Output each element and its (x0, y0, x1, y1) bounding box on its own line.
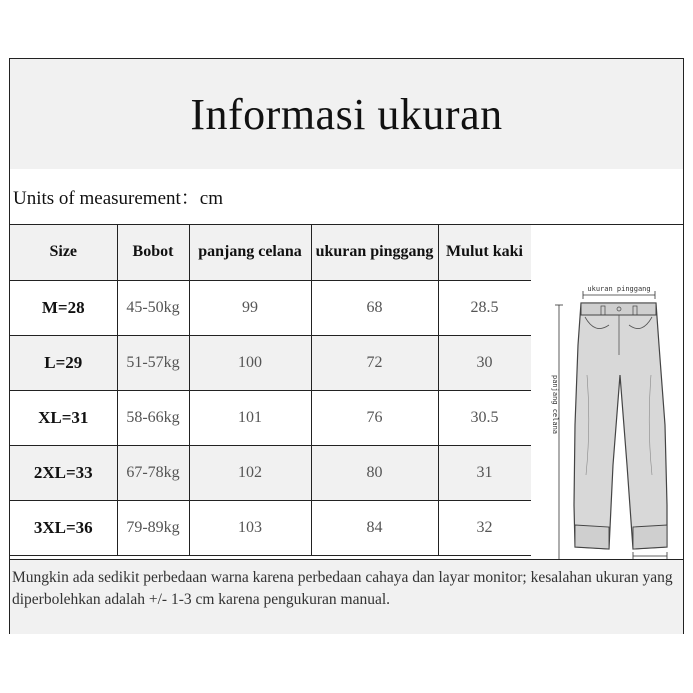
waist-cell: 84 (311, 500, 438, 555)
table-row (10, 280, 531, 335)
weight-cell: 67-78kg (117, 445, 189, 500)
size-cell: L=29 (10, 335, 117, 390)
table-row (10, 390, 531, 445)
header-ukuran-pinggang: ukuran pinggang (311, 225, 438, 280)
weight-cell: 45-50kg (117, 280, 189, 335)
length-cell: 103 (189, 500, 311, 555)
table-row (10, 335, 531, 390)
note-row (10, 559, 683, 634)
header-mulut-kaki: Mulut kaki (438, 225, 531, 280)
size-cell: XL=31 (10, 390, 117, 445)
table-header-row (10, 225, 531, 280)
pants-diagram-panel (531, 225, 683, 559)
header-size: Size (10, 225, 117, 280)
table-row (10, 500, 531, 555)
length-cell: 99 (189, 280, 311, 335)
weight-cell: 79-89kg (117, 500, 189, 555)
waist-cell: 72 (311, 335, 438, 390)
hem-cell: 32 (438, 500, 531, 555)
size-cell: 2XL=33 (10, 445, 117, 500)
units-row (10, 169, 683, 225)
waist-cell: 68 (311, 280, 438, 335)
pants-icon (574, 303, 667, 549)
length-cell: 100 (189, 335, 311, 390)
hem-cell: 30 (438, 335, 531, 390)
length-cell: 102 (189, 445, 311, 500)
header-bobot: Bobot (117, 225, 189, 280)
waist-label: ukuran pinggang (587, 285, 651, 293)
page-title: Informasi ukuran (190, 89, 503, 139)
size-cell: M=28 (10, 280, 117, 335)
waist-cell: 80 (311, 445, 438, 500)
table-row (10, 445, 531, 500)
hem-cell: 31 (438, 445, 531, 500)
pants-diagram (531, 225, 683, 559)
hem-cell: 30.5 (438, 390, 531, 445)
size-chart-frame (9, 58, 684, 634)
hem-cell: 28.5 (438, 280, 531, 335)
note-text: Mungkin ada sedikit perbedaan warna karena perbedaan cahaya dan layar monitor; kesalahan ukuran yang diperbolehkan adalah +/- 1-3 cm karena pengukuran manual. (12, 569, 673, 608)
length-cell: 101 (189, 390, 311, 445)
weight-cell: 51-57kg (117, 335, 189, 390)
size-cell: 3XL=36 (10, 500, 117, 555)
length-label: panjang celana (551, 375, 559, 435)
waist-cell: 76 (311, 390, 438, 445)
size-table (10, 225, 532, 556)
weight-cell: 58-66kg (117, 390, 189, 445)
units-label: Units of measurement：cm (13, 188, 224, 209)
header-panjang-celana: panjang celana (189, 225, 311, 280)
title-row (10, 59, 683, 170)
